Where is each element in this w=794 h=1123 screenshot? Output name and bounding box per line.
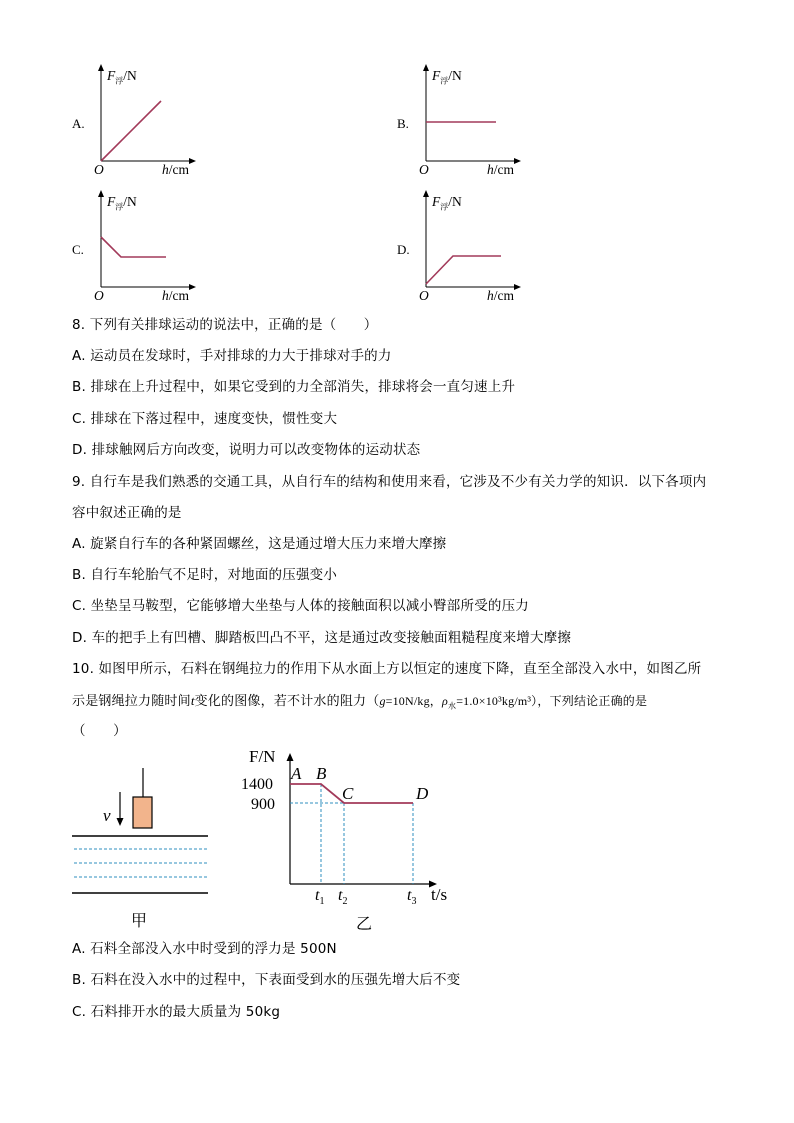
q9-option-b[interactable]: B. 自行车轮胎气不足时，对地面的压强变小	[72, 567, 338, 583]
q8-option-a[interactable]: A. 运动员在发球时，手对排球的力大于排球对手的力	[72, 348, 392, 364]
figure-jia-caption: 甲	[131, 911, 148, 930]
graph-d-ylabel: $F_浮/N$	[432, 194, 462, 212]
figure-yi-caption: 乙	[356, 914, 373, 933]
graph-d	[385, 184, 585, 308]
graph-a-origin: O	[94, 162, 104, 177]
yi-xlabel: t/s	[431, 885, 448, 904]
q9-stem-line1: 9. 自行车是我们熟悉的交通工具，从自行车的结构和使用来看，它涉及不少有关力学的知识．以下各项内	[72, 474, 707, 490]
q8-option-d[interactable]: D. 排球触网后方向改变，说明力可以改变物体的运动状态	[72, 442, 421, 458]
stone-block	[133, 797, 152, 828]
q9-option-a[interactable]: A. 旋紧自行车的各种紧固螺丝，这是通过增大压力来增大摩擦	[72, 536, 447, 552]
q9-option-d[interactable]: D. 车的把手上有凹槽、脚踏板凹凸不平，这是通过改变接触面粗糙程度来增大摩擦	[72, 630, 572, 646]
q9-stem-line2: 容中叙述正确的是	[72, 505, 182, 521]
yi-xtick-t2: $t_2$	[338, 887, 348, 908]
graph-d-xlabel: h/cm	[487, 288, 514, 303]
graph-a-line	[101, 101, 161, 161]
graph-a-xlabel: h/cm	[162, 162, 189, 177]
figure-jia	[70, 768, 215, 938]
graph-c	[60, 184, 260, 308]
q9-option-c[interactable]: C. 坐垫呈马鞍型，它能够增大坐垫与人体的接触面积以减小臀部所受的压力	[72, 598, 530, 614]
graph-a-svg	[60, 58, 260, 182]
yi-xtick-t3: $t_3$	[407, 887, 417, 908]
graph-d-letter: D.	[397, 242, 410, 257]
q10-option-c[interactable]: C. 石料排开水的最大质量为 50kg	[72, 1004, 281, 1020]
yi-point-b: B	[316, 764, 327, 783]
graph-c-letter: C.	[72, 242, 84, 257]
graph-d-svg	[385, 184, 585, 308]
yi-point-a: A	[291, 764, 302, 783]
yi-ylabel: F/N	[249, 747, 276, 766]
yi-point-c: C	[342, 784, 354, 803]
graph-b-svg	[385, 58, 585, 182]
graph-b-origin: O	[419, 162, 429, 177]
q10-option-b[interactable]: B. 石料在没入水中的过程中，下表面受到水的压强先增大后不变	[72, 972, 461, 988]
q8-stem: 8. 下列有关排球运动的说法中，正确的是（ ）	[72, 317, 378, 333]
graph-c-ylabel: $F_浮/N$	[107, 194, 137, 212]
graph-c-line	[101, 237, 166, 257]
q10-stem-line1: 10. 如图甲所示，石料在钢绳拉力的作用下从水面上方以恒定的速度下降，直至全部没入水中，如图乙所	[72, 661, 702, 677]
graph-d-origin: O	[419, 288, 429, 303]
graph-c-svg	[60, 184, 260, 308]
graph-c-xlabel: h/cm	[162, 288, 189, 303]
q8-option-c[interactable]: C. 排球在下落过程中，速度变快，惯性变大	[72, 411, 338, 427]
yi-xtick-t1: $t_1$	[315, 887, 325, 908]
velocity-label: v	[103, 806, 111, 825]
graph-b-letter: B.	[397, 116, 409, 131]
q10-stem-line3: （ ）	[72, 723, 127, 739]
q10-stem-line2: 示是钢绳拉力随时间t变化的图像，若不计水的阻力（g=10N/kg，$\rho_水=1.0\times 10^3kg/m^3$），下列结论正确的是	[72, 693, 648, 711]
q10-option-a[interactable]: A. 石料全部没入水中时受到的浮力是 500N	[72, 941, 337, 957]
graph-b	[385, 58, 585, 182]
graph-b-ylabel: $F_浮/N$	[432, 68, 462, 86]
q8-option-b[interactable]: B. 排球在上升过程中，如果它受到的力全部消失，排球将会一直匀速上升	[72, 379, 516, 395]
graph-a-letter: A.	[72, 116, 85, 131]
graph-d-line	[426, 256, 501, 284]
figure-yi	[235, 745, 465, 935]
yi-ytick-1400: 1400	[241, 776, 273, 793]
yi-ytick-900: 900	[251, 796, 275, 813]
graph-b-xlabel: h/cm	[487, 162, 514, 177]
graph-c-origin: O	[94, 288, 104, 303]
graph-a-ylabel: $F_浮/N$	[107, 68, 137, 86]
figure-jia-svg	[70, 768, 215, 908]
yi-point-d: D	[416, 784, 429, 803]
graph-a	[60, 58, 260, 182]
